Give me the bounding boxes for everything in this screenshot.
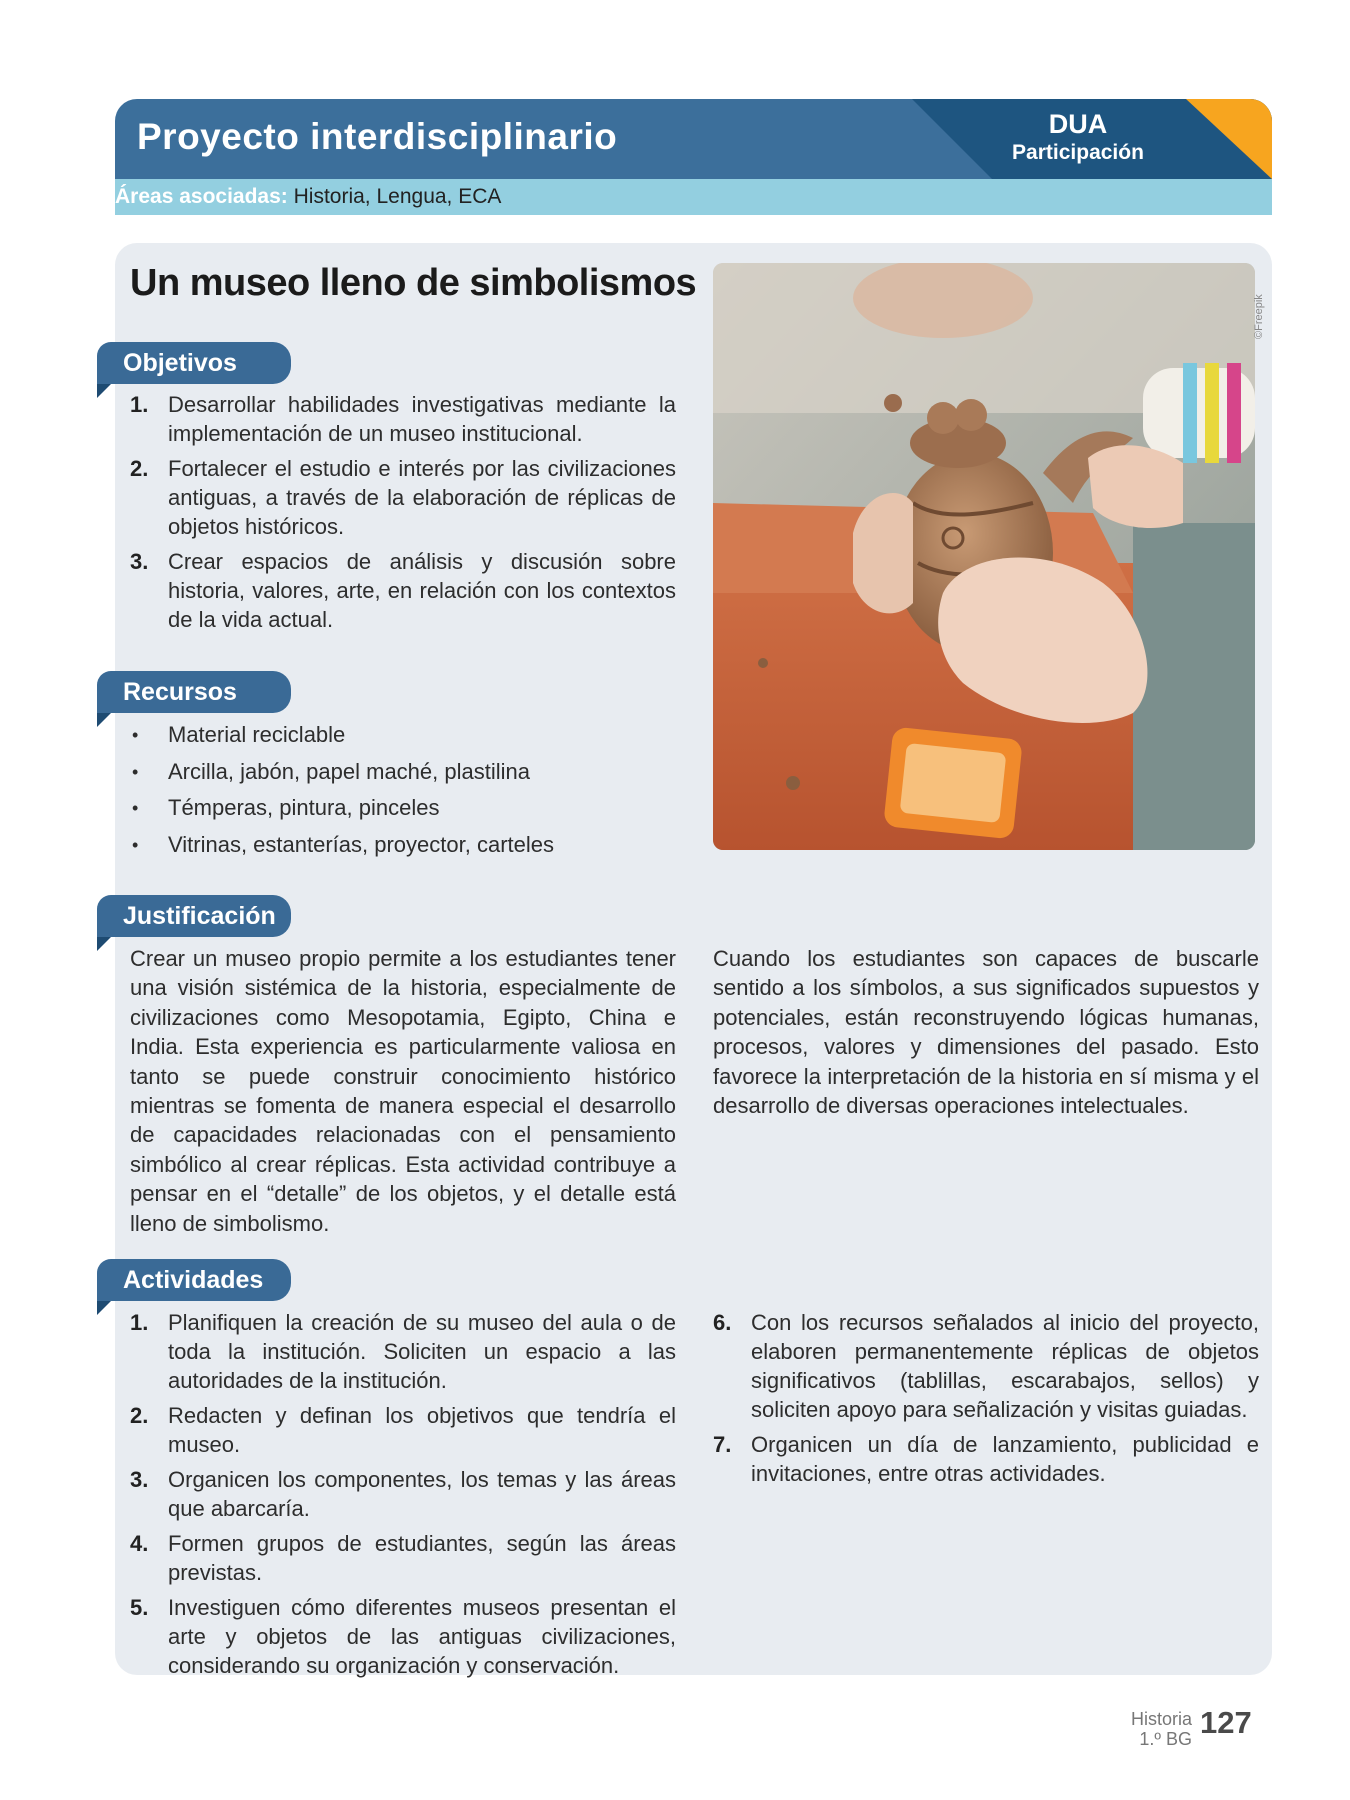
list-item <box>130 1308 676 1395</box>
justificacion-paragraph-1: Crear un museo propio permite a los estudiantes tener una visión sistémica de la historia, especialmente de civilizaciones como Mesopotamia, Egipto, China e India. Esta experiencia es particularmente valiosa en tanto se puede construir conocimiento histórico mientras se fomenta de manera especial el desarrollo de capacidades relacionadas con el pensamiento simbólico al crear réplicas. Esta actividad contribuye a pensar en el “detalle” de los objetos, y el detalle está lleno de simbolismo. <box>130 946 676 1236</box>
item-text: Organicen un día de lanzamiento, publicidad e invitaciones, entre otras actividades. <box>751 1432 1259 1486</box>
list-item <box>130 1401 676 1459</box>
list-item <box>130 1529 676 1587</box>
dua-subtitle: Participación <box>1012 141 1144 164</box>
photo-credit <box>1253 325 1333 339</box>
objetivos-list <box>130 390 676 640</box>
clay-pottery-illustration <box>713 263 1255 850</box>
page-title: Un museo lleno de simbolismos <box>130 262 697 304</box>
areas-value: Historia, Lengua, ECA <box>293 185 502 208</box>
list-item: • Arcilla, jabón, papel maché, plastilina <box>130 754 676 791</box>
item-text: Con los recursos señalados al inicio del proyecto, elaboren permanentemente réplicas de objetos significativos (tablillas, escarabajos, sellos) y soliciten apoyo para señalización y visitas guiadas. <box>751 1310 1259 1422</box>
list-item <box>130 547 676 634</box>
item-number: 5. <box>130 1595 149 1620</box>
item-number: 1. <box>130 392 149 417</box>
item-number: 2. <box>130 1403 149 1428</box>
footer-subject-name: Historia <box>1130 1709 1192 1729</box>
list-item <box>713 1430 1259 1488</box>
clay-pottery-photo <box>713 263 1255 850</box>
item-number: 7. <box>713 1432 732 1457</box>
project-title: Proyecto interdisciplinario <box>137 116 618 157</box>
recursos-list <box>130 717 676 863</box>
item-text: Fortalecer el estudio e interés por las civilizaciones antiguas, a través de la elaboración de réplicas de objetos históricos. <box>168 456 676 539</box>
list-item <box>130 1465 676 1523</box>
item-number: 6. <box>713 1310 732 1335</box>
item-number: 3. <box>130 1467 149 1492</box>
list-item: • Material reciclable <box>130 717 676 754</box>
page-number: 127 <box>1200 1705 1252 1740</box>
item-text: Redacten y definan los objetivos que tendría el museo. <box>168 1403 676 1457</box>
actividades-list-col2 <box>713 1308 1259 1494</box>
item-number: 3. <box>130 549 149 574</box>
actividades-list-col1 <box>130 1308 676 1686</box>
list-item <box>130 390 676 448</box>
section-tab-actividades: Actividades <box>97 1259 291 1301</box>
list-item: • Témperas, pintura, pinceles <box>130 790 676 827</box>
justificacion-paragraph-2: Cuando los estudiantes son capaces de buscarle sentido a los símbolos, a sus significados supuestos y potenciales, están reconstruyendo lógicas humanas, procesos, valores y dimensiones del pasado. Esto favorece la interpretación de la historia en sí misma y el desarrollo de diversas operaciones intelectuales. <box>713 946 1259 1119</box>
item-text: Crear espacios de análisis y discusión sobre historia, valores, arte, en relación con los contextos de la vida actual. <box>168 549 676 632</box>
item-number: 2. <box>130 456 149 481</box>
dua-title: DUA <box>1048 109 1108 139</box>
item-text: Planifiquen la creación de su museo del aula o de toda la institución. Soliciten un espacio a las autoridades de la institución. <box>168 1310 676 1393</box>
section-tab-justificacion: Justificación <box>97 895 291 937</box>
list-item <box>713 1308 1259 1424</box>
section-tab-objetivos: Objetivos <box>97 342 291 384</box>
item-number: 4. <box>130 1531 149 1556</box>
footer-grade: 1.º BG <box>1139 1729 1192 1749</box>
dua-badge <box>988 109 1168 167</box>
item-number: 1. <box>130 1310 149 1335</box>
list-item <box>130 454 676 541</box>
item-text: Organicen los componentes, los temas y las áreas que abarcaría. <box>168 1467 676 1521</box>
footer-subject <box>1080 1709 1192 1749</box>
item-text: Formen grupos de estudiantes, según las áreas previstas. <box>168 1531 676 1585</box>
areas-label: Áreas asociadas: <box>115 185 288 208</box>
list-item: • Vitrinas, estanterías, proyector, carteles <box>130 827 676 864</box>
areas-bar <box>115 179 1272 215</box>
header-banner <box>115 99 1272 179</box>
list-item <box>130 1593 676 1680</box>
section-tab-recursos: Recursos <box>97 671 291 713</box>
item-text: Desarrollar habilidades investigativas mediante la implementación de un museo institucional. <box>168 392 676 446</box>
item-text: Investiguen cómo diferentes museos presentan el arte y objetos de las antiguas civilizaciones, considerando su organización y conservación. <box>168 1595 676 1678</box>
